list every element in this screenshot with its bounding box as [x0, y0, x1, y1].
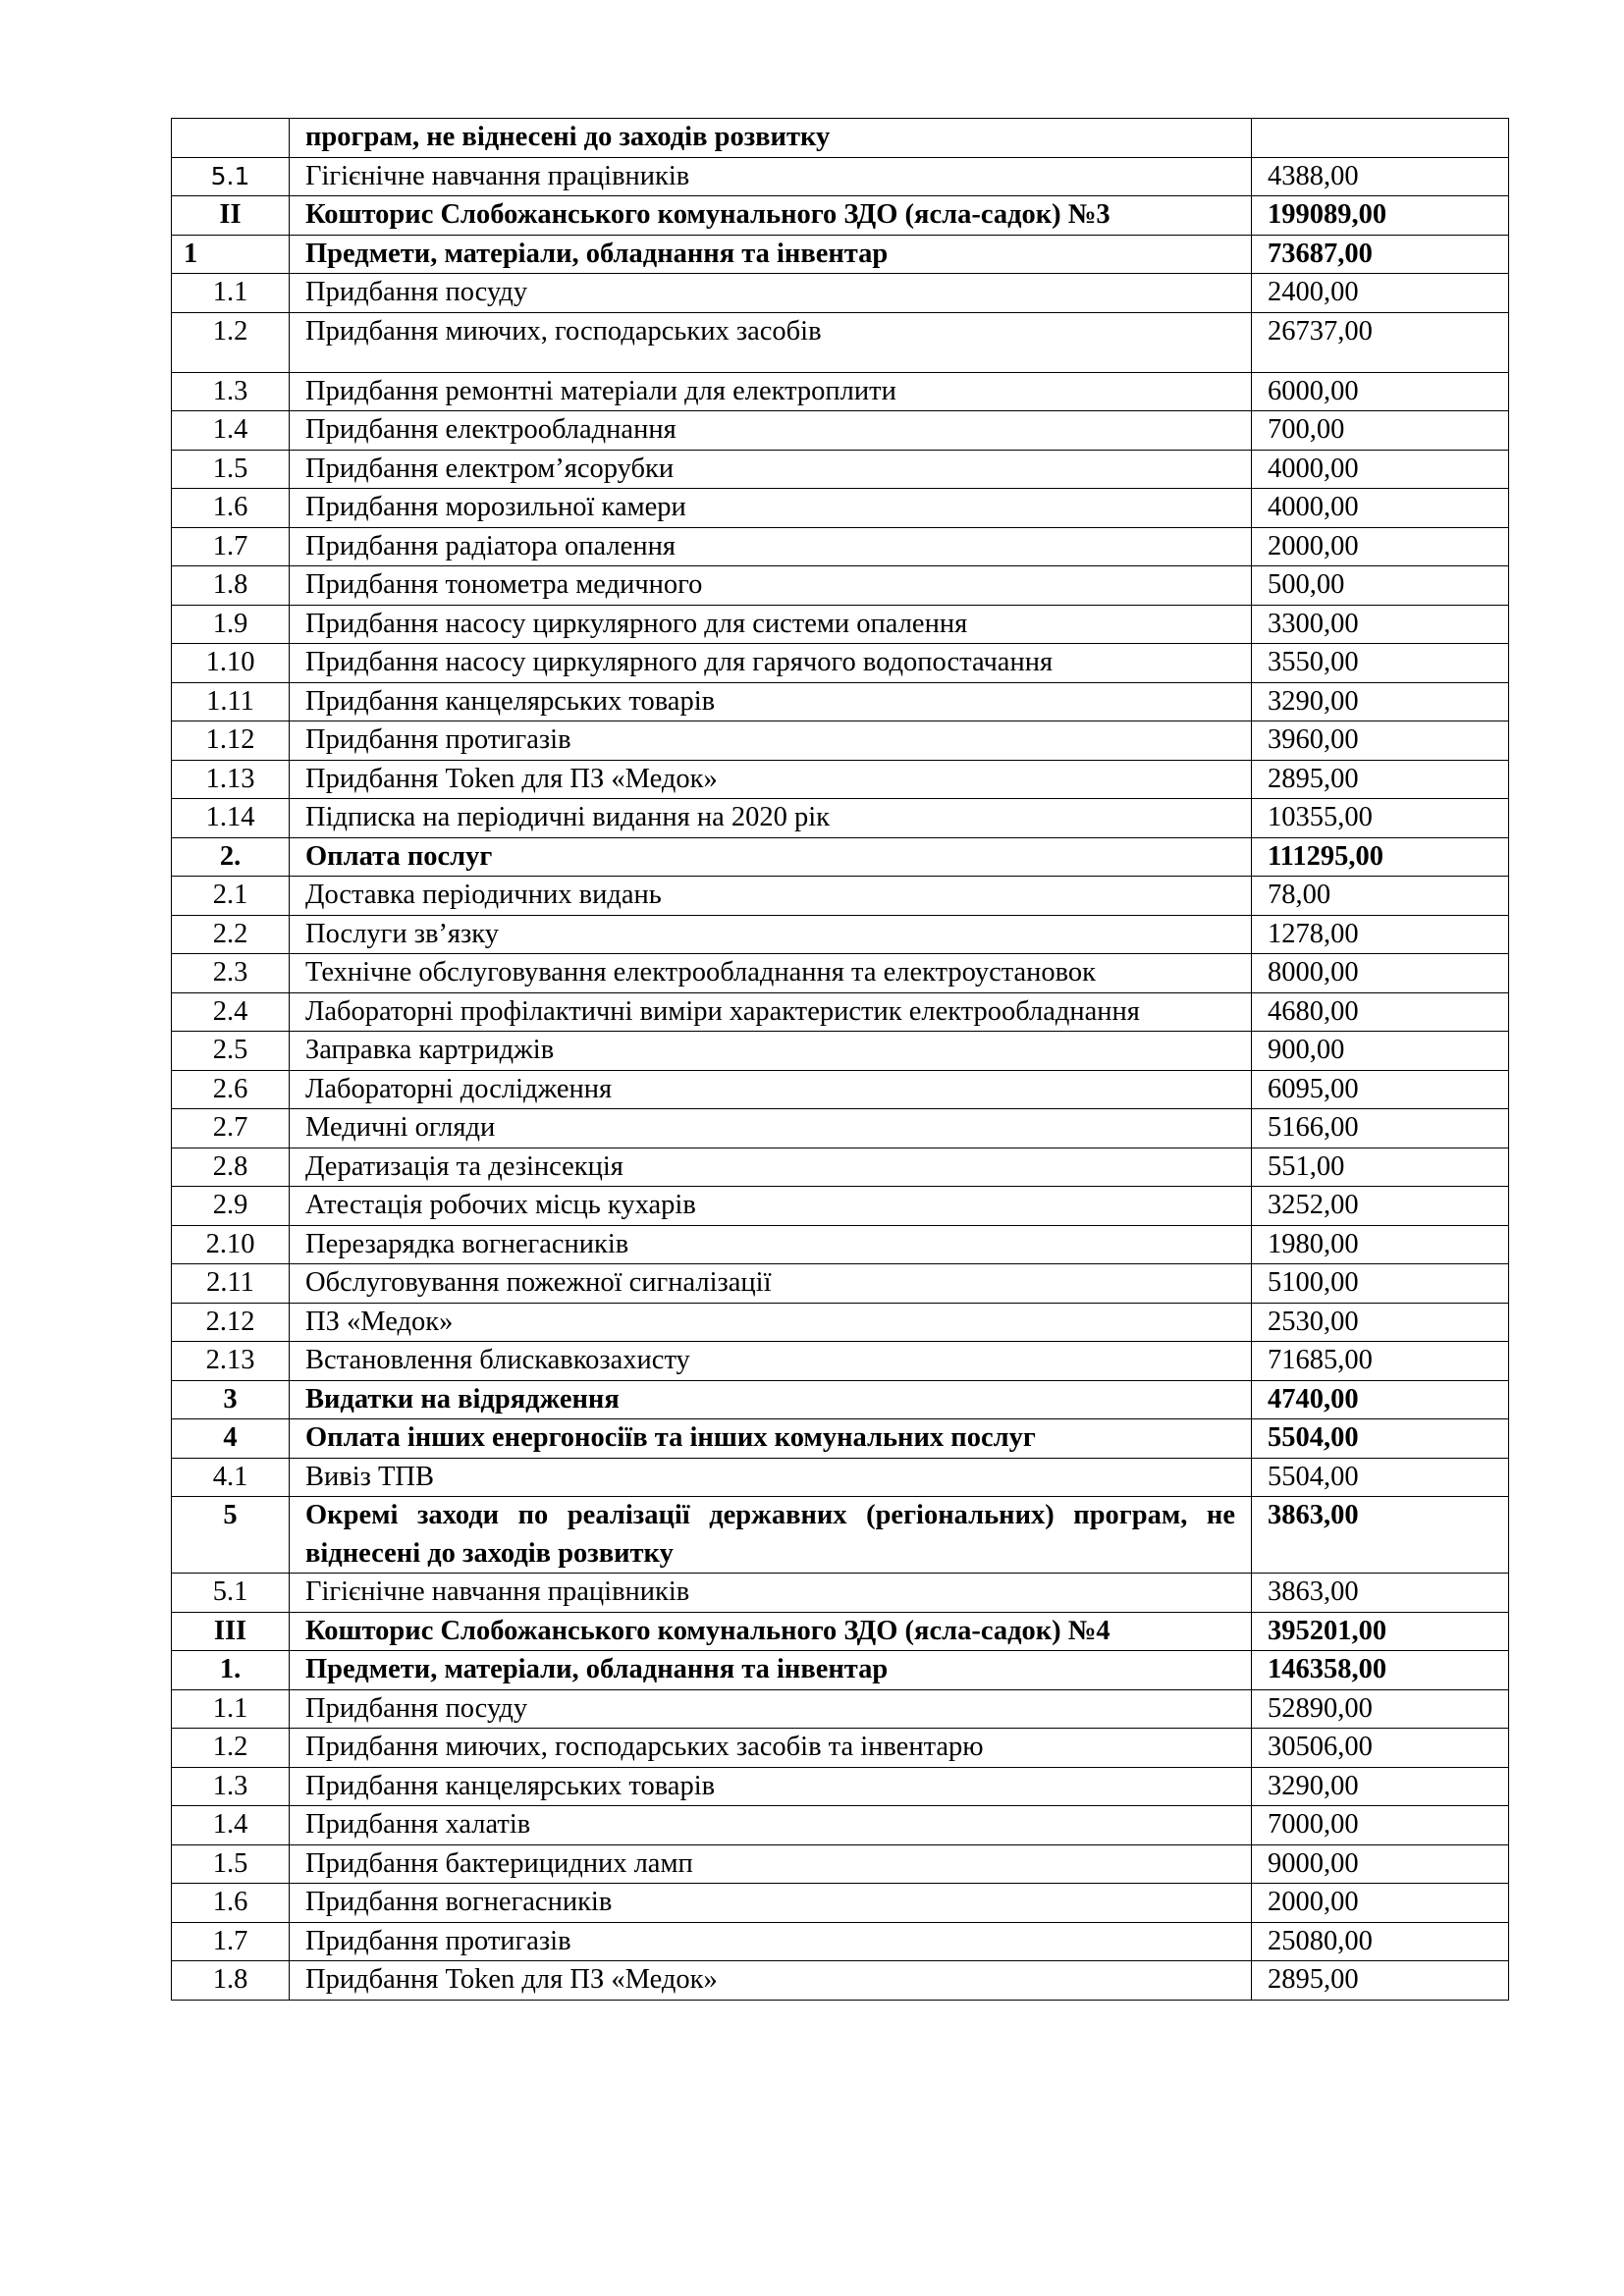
row-description: Придбання морозильної камери: [290, 489, 1252, 528]
row-amount: 700,00: [1252, 411, 1509, 451]
row-number: 1.5: [172, 1844, 290, 1884]
row-amount: 3863,00: [1252, 1497, 1509, 1574]
table-row: [172, 1419, 1509, 1459]
row-number: 2.9: [172, 1187, 290, 1226]
row-amount: 5166,00: [1252, 1109, 1509, 1148]
table-row: [172, 1032, 1509, 1071]
row-description: Придбання канцелярських товарів: [290, 682, 1252, 721]
row-description: Придбання миючих, господарських засобів та інвентарю: [290, 1729, 1252, 1768]
row-amount: 551,00: [1252, 1148, 1509, 1187]
row-number: 2.11: [172, 1264, 290, 1304]
row-description: Дератизація та дезінсекція: [290, 1148, 1252, 1187]
row-description: Медичні огляди: [290, 1109, 1252, 1148]
row-amount: 26737,00: [1252, 312, 1509, 372]
table-row: [172, 799, 1509, 838]
row-number: 5.1: [172, 1574, 290, 1613]
row-number: 1.4: [172, 1806, 290, 1845]
row-number: 1.5: [172, 450, 290, 489]
row-number: 1.13: [172, 760, 290, 799]
row-description: Окремі заходи по реалізації державних (регіональних) програм, не віднесені до заходів розвитку: [290, 1497, 1252, 1574]
row-description: Придбання посуду: [290, 274, 1252, 313]
row-number: 1.7: [172, 527, 290, 566]
row-amount: 3290,00: [1252, 682, 1509, 721]
row-number: 2.6: [172, 1070, 290, 1109]
row-description: Кошторис Слобожанського комунального ЗДО (ясла-садок) №3: [290, 196, 1252, 236]
row-amount: 8000,00: [1252, 954, 1509, 993]
row-description: Перезарядка вогнегасників: [290, 1225, 1252, 1264]
row-number: 2.10: [172, 1225, 290, 1264]
table-row: [172, 157, 1509, 196]
row-number: 2.7: [172, 1109, 290, 1148]
row-description: Доставка періодичних видань: [290, 877, 1252, 916]
table-row: [172, 954, 1509, 993]
row-amount: 4680,00: [1252, 992, 1509, 1032]
table-row: [172, 915, 1509, 954]
table-row: [172, 1922, 1509, 1961]
row-amount: 6095,00: [1252, 1070, 1509, 1109]
row-description: Атестація робочих місць кухарів: [290, 1187, 1252, 1226]
row-number: 1.14: [172, 799, 290, 838]
table-row: [172, 1225, 1509, 1264]
row-amount: 199089,00: [1252, 196, 1509, 236]
row-description: Придбання протигазів: [290, 721, 1252, 761]
table-row: [172, 1612, 1509, 1651]
row-amount: 7000,00: [1252, 1806, 1509, 1845]
table-row: [172, 1689, 1509, 1729]
row-number: 2.8: [172, 1148, 290, 1187]
table-row: [172, 489, 1509, 528]
row-number: 1.7: [172, 1922, 290, 1961]
row-number: 2.13: [172, 1342, 290, 1381]
row-amount: 30506,00: [1252, 1729, 1509, 1768]
budget-table-body: [172, 119, 1509, 2001]
row-description: Придбання канцелярських товарів: [290, 1767, 1252, 1806]
row-amount: 4000,00: [1252, 489, 1509, 528]
table-row: [172, 119, 1509, 158]
row-amount: 2400,00: [1252, 274, 1509, 313]
row-description: Гігієнічне навчання працівників: [290, 157, 1252, 196]
row-amount: 6000,00: [1252, 372, 1509, 411]
row-description: Придбання халатів: [290, 1806, 1252, 1845]
row-number: 1.3: [172, 1767, 290, 1806]
row-number: ІІІ: [172, 1612, 290, 1651]
row-number: 2.12: [172, 1303, 290, 1342]
table-row: [172, 1342, 1509, 1381]
row-number: 1.3: [172, 372, 290, 411]
table-row: [172, 1070, 1509, 1109]
table-row: [172, 644, 1509, 683]
table-row: [172, 1961, 1509, 2001]
row-description: Оплата інших енергоносіїв та інших комунальних послуг: [290, 1419, 1252, 1459]
row-number: 1.6: [172, 489, 290, 528]
row-number: [172, 119, 290, 158]
table-row: [172, 1806, 1509, 1845]
table-row: [172, 1264, 1509, 1304]
row-number: 1.10: [172, 644, 290, 683]
row-description: Придбання насосу циркулярного для системи опалення: [290, 605, 1252, 644]
row-description: Придбання ремонтні матеріали для електроплити: [290, 372, 1252, 411]
row-number: 2.3: [172, 954, 290, 993]
row-amount: 3550,00: [1252, 644, 1509, 683]
table-row: [172, 1187, 1509, 1226]
row-description: Придбання насосу циркулярного для гарячого водопостачання: [290, 644, 1252, 683]
row-amount: 3863,00: [1252, 1574, 1509, 1613]
row-amount: 2895,00: [1252, 760, 1509, 799]
row-amount: 78,00: [1252, 877, 1509, 916]
row-description: Послуги зв’язку: [290, 915, 1252, 954]
table-row: [172, 1458, 1509, 1497]
row-number: 1.1: [172, 1689, 290, 1729]
row-amount: 10355,00: [1252, 799, 1509, 838]
table-row: [172, 1651, 1509, 1690]
table-row: [172, 450, 1509, 489]
row-description: Оплата послуг: [290, 837, 1252, 877]
row-number: 3: [172, 1380, 290, 1419]
row-amount: 2000,00: [1252, 527, 1509, 566]
row-amount: 111295,00: [1252, 837, 1509, 877]
row-number: 4: [172, 1419, 290, 1459]
row-amount: 5100,00: [1252, 1264, 1509, 1304]
row-amount: 1980,00: [1252, 1225, 1509, 1264]
row-description: Придбання протигазів: [290, 1922, 1252, 1961]
row-description: Придбання електром’ясорубки: [290, 450, 1252, 489]
row-amount: 500,00: [1252, 566, 1509, 606]
row-amount: 146358,00: [1252, 1651, 1509, 1690]
row-description: ПЗ «Медок»: [290, 1303, 1252, 1342]
row-number: ІІ: [172, 196, 290, 236]
row-description: Обслуговування пожежної сигналізації: [290, 1264, 1252, 1304]
row-number: 5.1: [172, 157, 290, 196]
row-number: 1.: [172, 1651, 290, 1690]
row-number: 2.4: [172, 992, 290, 1032]
table-row: [172, 682, 1509, 721]
row-number: 2.2: [172, 915, 290, 954]
row-amount: 395201,00: [1252, 1612, 1509, 1651]
row-description: Лабораторні профілактичні виміри характеристик електрообладнання: [290, 992, 1252, 1032]
row-description: Предмети, матеріали, обладнання та інвентар: [290, 1651, 1252, 1690]
table-row: [172, 837, 1509, 877]
row-amount: 4740,00: [1252, 1380, 1509, 1419]
row-number: 1.4: [172, 411, 290, 451]
row-number: 1.9: [172, 605, 290, 644]
row-amount: [1252, 119, 1509, 158]
row-number: 1: [172, 235, 290, 274]
row-description: Придбання миючих, господарських засобів: [290, 312, 1252, 372]
table-row: [172, 566, 1509, 606]
row-number: 5: [172, 1497, 290, 1574]
table-row: [172, 312, 1509, 372]
row-amount: 2000,00: [1252, 1884, 1509, 1923]
table-row: [172, 235, 1509, 274]
row-amount: 900,00: [1252, 1032, 1509, 1071]
row-amount: 52890,00: [1252, 1689, 1509, 1729]
row-description: Технічне обслуговування електрообладнання та електроустановок: [290, 954, 1252, 993]
table-row: [172, 1380, 1509, 1419]
row-description: Видатки на відрядження: [290, 1380, 1252, 1419]
row-amount: 2895,00: [1252, 1961, 1509, 2001]
row-number: 2.1: [172, 877, 290, 916]
row-number: 1.2: [172, 312, 290, 372]
row-number: 4.1: [172, 1458, 290, 1497]
table-row: [172, 1574, 1509, 1613]
row-amount: 2530,00: [1252, 1303, 1509, 1342]
row-description: Придбання Token для ПЗ «Медок»: [290, 760, 1252, 799]
table-row: [172, 1497, 1509, 1574]
row-number: 1.6: [172, 1884, 290, 1923]
row-amount: 3300,00: [1252, 605, 1509, 644]
row-description: Підписка на періодичні видання на 2020 рік: [290, 799, 1252, 838]
row-amount: 9000,00: [1252, 1844, 1509, 1884]
row-description: Вивіз ТПВ: [290, 1458, 1252, 1497]
row-number: 2.: [172, 837, 290, 877]
table-row: [172, 1844, 1509, 1884]
row-amount: 5504,00: [1252, 1458, 1509, 1497]
row-amount: 71685,00: [1252, 1342, 1509, 1381]
row-description: Придбання тонометра медичного: [290, 566, 1252, 606]
row-description: Придбання електрообладнання: [290, 411, 1252, 451]
table-row: [172, 411, 1509, 451]
row-amount: 73687,00: [1252, 235, 1509, 274]
row-description: Лабораторні дослідження: [290, 1070, 1252, 1109]
table-row: [172, 1767, 1509, 1806]
row-amount: 4000,00: [1252, 450, 1509, 489]
row-amount: 3960,00: [1252, 721, 1509, 761]
row-number: 1.11: [172, 682, 290, 721]
row-description: програм, не віднесені до заходів розвитку: [290, 119, 1252, 158]
row-number: 1.1: [172, 274, 290, 313]
table-row: [172, 1148, 1509, 1187]
table-row: [172, 992, 1509, 1032]
table-row: [172, 372, 1509, 411]
row-amount: 3252,00: [1252, 1187, 1509, 1226]
row-amount: 4388,00: [1252, 157, 1509, 196]
table-row: [172, 196, 1509, 236]
row-number: 1.2: [172, 1729, 290, 1768]
row-description: Встановлення блискавкозахисту: [290, 1342, 1252, 1381]
table-row: [172, 1729, 1509, 1768]
row-number: 1.8: [172, 566, 290, 606]
table-row: [172, 274, 1509, 313]
table-row: [172, 605, 1509, 644]
row-description: Заправка картриджів: [290, 1032, 1252, 1071]
row-description: Придбання вогнегасників: [290, 1884, 1252, 1923]
row-description: Придбання радіатора опалення: [290, 527, 1252, 566]
row-amount: 1278,00: [1252, 915, 1509, 954]
table-row: [172, 1884, 1509, 1923]
row-amount: 25080,00: [1252, 1922, 1509, 1961]
row-number: 2.5: [172, 1032, 290, 1071]
row-description: Гігієнічне навчання працівників: [290, 1574, 1252, 1613]
row-description: Придбання бактерицидних ламп: [290, 1844, 1252, 1884]
table-row: [172, 527, 1509, 566]
table-row: [172, 721, 1509, 761]
table-row: [172, 1303, 1509, 1342]
row-number: 1.12: [172, 721, 290, 761]
budget-table: [171, 118, 1509, 2001]
row-amount: 3290,00: [1252, 1767, 1509, 1806]
row-description: Кошторис Слобожанського комунального ЗДО (ясла-садок) №4: [290, 1612, 1252, 1651]
row-description: Предмети, матеріали, обладнання та інвентар: [290, 235, 1252, 274]
row-description: Придбання посуду: [290, 1689, 1252, 1729]
table-row: [172, 760, 1509, 799]
row-description: Придбання Token для ПЗ «Медок»: [290, 1961, 1252, 2001]
table-row: [172, 1109, 1509, 1148]
row-amount: 5504,00: [1252, 1419, 1509, 1459]
row-number: 1.8: [172, 1961, 290, 2001]
table-row: [172, 877, 1509, 916]
